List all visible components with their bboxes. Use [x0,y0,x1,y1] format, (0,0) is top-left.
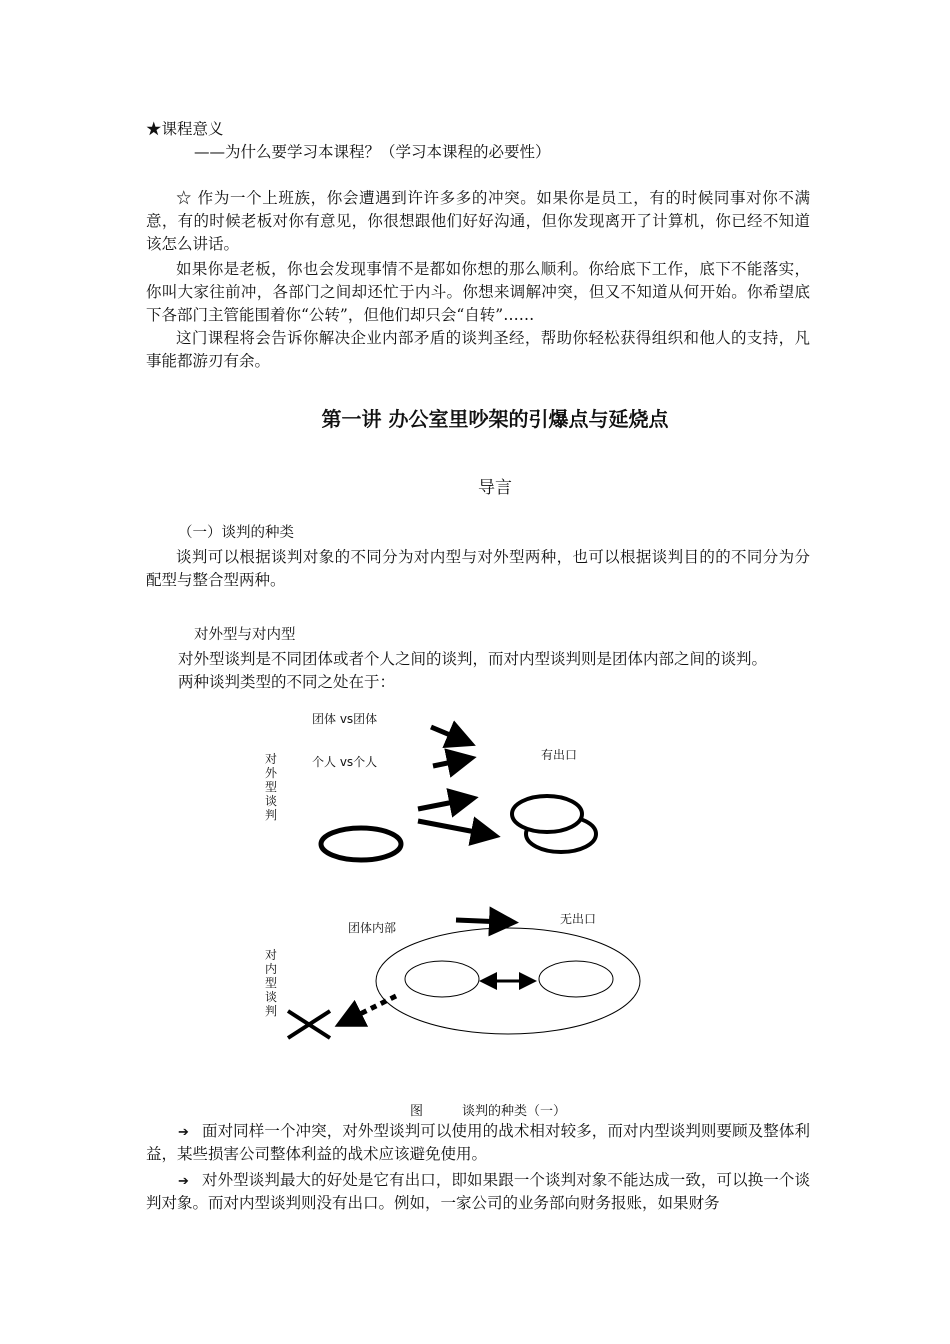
arrow-group-upper [431,727,462,740]
arrow-middle-lower [418,821,486,834]
section-title: 导言 [478,478,512,498]
label-group-vs-group: 团体 vs团体 [312,712,378,726]
arrow-person-upper [433,760,462,766]
arrow-internal-group [456,920,504,922]
single-oval [321,828,401,860]
external-internal-paragraph: 对外型谈判是不同团体或者个人之间的谈判，而对内型谈判则是团体内部之间的谈判。 [178,650,768,668]
right-arrow-icon: ➔ [178,1125,189,1140]
intro-paragraph-3: 这门课程将会告诉你解决企业内部矛盾的谈判圣经，帮助你轻松获得组织和他人的支持，凡事能都游刃有余。 [146,329,810,370]
label-group-internal: 团体内部 [348,921,397,935]
label-external-type: 对外型谈判 [264,752,277,822]
course-meaning-subheading: ——为什么要学习本课程？（学习本课程的必要性） [194,143,551,161]
negotiation-types-paragraph: 谈判可以根据谈判对象的不同分为对内型与对外型两种，也可以根据谈判目的的不同分为分配型与整合型两种。 [146,548,810,589]
difference-intro: 两种谈判类型的不同之处在于： [178,673,396,691]
inner-oval-right [539,961,613,997]
label-no-exit: 无出口 [560,912,597,926]
figure-caption: 谈判的种类（一） [462,1104,567,1119]
bullet-paragraph-1: 面对同样一个冲突，对外型谈判可以使用的战术相对较多，而对内型谈判则要顾及整体利益，某些损害公司整体利益的战术应该避免使用。 [146,1122,810,1163]
arrow-middle-upper [418,800,464,809]
negotiation-types-heading: （一）谈判的种类 [178,525,294,541]
course-meaning-heading: ★课程意义 [146,120,224,138]
lecture-title: 第一讲 办公室里吵架的引爆点与延烧点 [321,407,669,431]
label-has-exit: 有出口 [541,748,578,762]
label-person-vs-person: 个人 vs个人 [312,755,378,769]
dotted-arrow [348,996,396,1020]
intro-paragraph-1: ☆ 作为一个上班族，你会遭遇到许许多多的冲突。如果你是员工，有的时候同事对你不满意，有的时候老板对你有意见，你很想跟他们好好沟通，但你发现离开了计算机，你已经不知道该怎么讲话。 [146,189,810,253]
right-arrow-icon: ➔ [178,1174,189,1189]
bullet-paragraph-2: 对外型谈判最大的好处是它有出口，即如果跟一个谈判对象不能达成一致，可以换一个谈判对象。而对内型谈判则没有出口。例如，一家公司的业务部向财务报账，如果财务 [146,1171,810,1212]
negotiation-types-diagram [250,700,670,1050]
overlap-oval-front [512,796,582,832]
figure-caption-prefix: 图 [410,1104,424,1119]
label-internal-type: 对内型谈判 [264,948,277,1018]
inner-oval-left [405,961,479,997]
intro-paragraph-2: 如果你是老板，你也会发现事情不是都如你想的那么顺利。你给底下工作，底下不能落实，你叫大家往前冲，各部门之间却还忙于内斗。你想来调解冲突，但又不知道从何开始。你希望底下各部门主管能围着你“公转”，但他们却只会“自转”…… [146,260,810,324]
external-internal-heading: 对外型与对内型 [194,627,296,643]
